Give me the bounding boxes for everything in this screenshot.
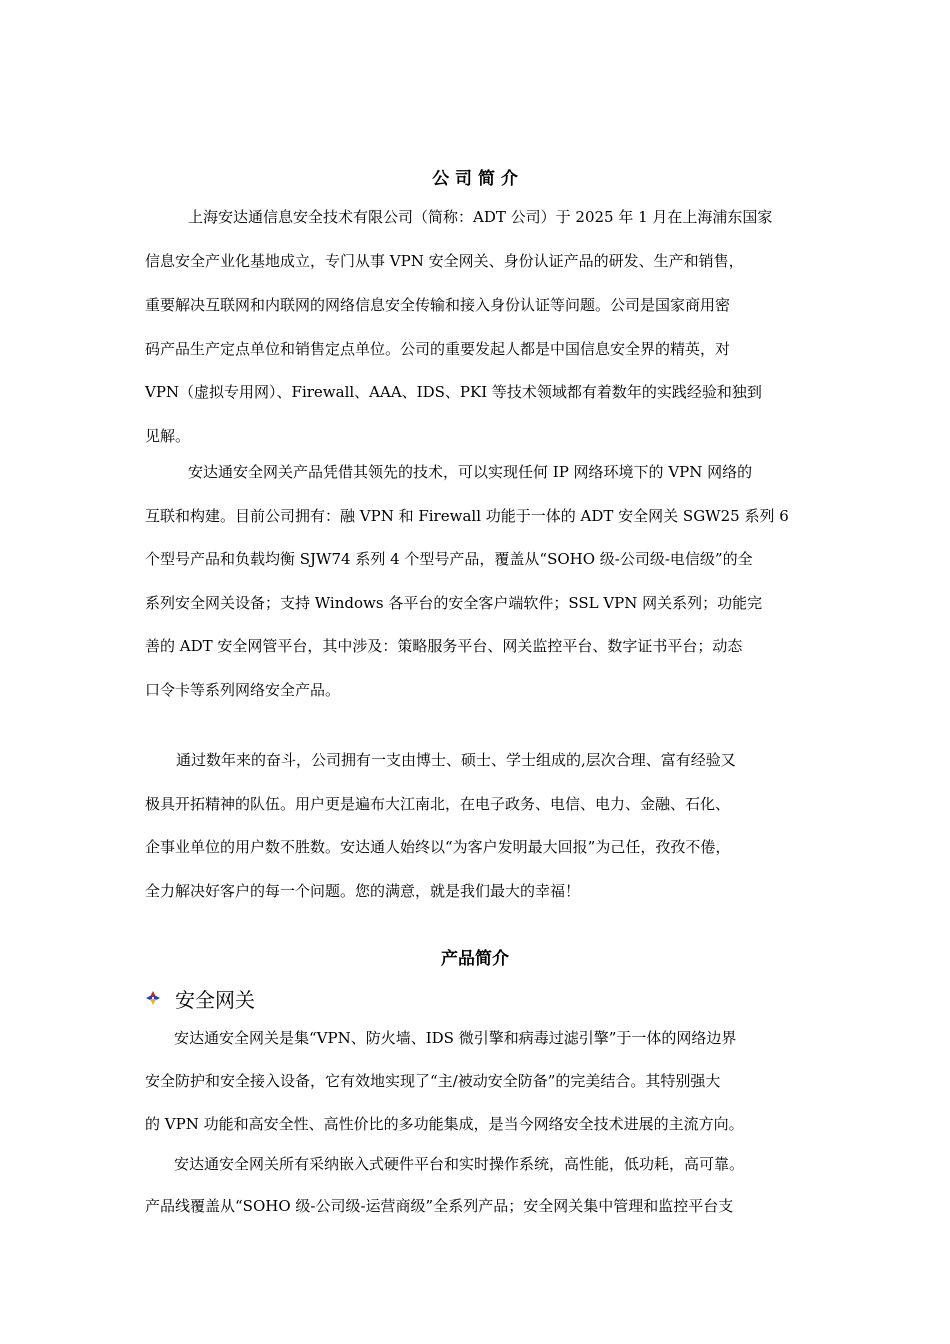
gateway-p1-line: 的 VPN 功能和高安全性、高性价比的多功能集成，是当今网络安全技术进展的主流方向。 — [145, 1115, 744, 1133]
company-p1-line: 重要解决互联网和内联网的网络信息安全传输和接入身份认证等问题。公司是国家商用密 — [145, 296, 731, 314]
company-p3-line: 全力解决好客户的每一个问题。您的满意，就是我们最大的幸福！ — [145, 882, 581, 900]
company-p1-line: 码产品生产定点单位和销售定点单位。公司的重要发起人都是中国信息安全界的精英，对 — [145, 340, 731, 358]
products-heading: 产品简介 — [441, 949, 509, 969]
company-p3-line: 企事业单位的用户数不胜数。安达通人始终以“为客户发明最大回报”为己任，孜孜不倦， — [145, 838, 731, 856]
gateway-p1-line: 安达通安全网关是集“VPN、防火墙、IDS 微引擎和病毒过滤引擎”于一体的网络边界 — [174, 1029, 737, 1047]
gateway-section-title — [145, 984, 255, 1012]
company-p2-line: 口令卡等系列网络安全产品。 — [145, 681, 341, 699]
gateway-p2-line: 产品线覆盖从“SOHO 级-公司级-运营商级”全系列产品；安全网关集中管理和监控平台支 — [145, 1197, 734, 1215]
company-p2-line: 个型号产品和负载均衡 SJW74 系列 4 个型号产品，覆盖从“SOHO 级-公司级-电信级”的全 — [145, 550, 753, 568]
gateway-p1-line: 安全防护和安全接入设备，它有效地实现了“主/被动安全防备”的完美结合。其特别强大 — [145, 1072, 721, 1090]
company-p2-line: 系列安全网关设备；支持 Windows 各平台的安全客户端软件；SSL VPN 网关系列；功能完 — [145, 594, 763, 612]
company-p3-line: 通过数年来的奋斗，公司拥有一支由博士、硕士、学士组成的,层次合理、富有经验又 — [176, 751, 736, 769]
company-p3-line: 极具开拓精神的队伍。用户更是遍布大江南北，在电子政务、电信、电力、金融、石化、 — [145, 795, 731, 813]
company-p1-line: 信息安全产业化基地成立，专门从事 VPN 安全网关、身份认证产品的研发、生产和销售， — [145, 252, 744, 270]
company-p1-line: 上海安达通信息安全技术有限公司（简称：ADT 公司）于 2025 年 1 月在上海浦东国家 — [188, 208, 773, 226]
company-p2-line: 善的 ADT 安全网管平台，其中涉及：策略服务平台、网关监控平台、数字证书平台；动态 — [145, 637, 743, 655]
company-p2-line: 互联和构建。目前公司拥有：融 VPN 和 Firewall 功能于一体的 ADT 安全网关 SGW25 系列 6 — [145, 507, 789, 525]
gateway-title: 安全网关 — [175, 987, 255, 1012]
arrow-bullet-icon — [145, 990, 161, 1006]
company-p1-line: VPN（虚拟专用网）、Firewall、AAA、IDS、PKI 等技术领域都有着数年的实践经验和独到 — [145, 383, 762, 401]
gateway-p2-line: 安达通安全网关所有采纳嵌入式硬件平台和实时操作系统，高性能，低功耗，高可靠。 — [174, 1155, 745, 1173]
company-p1-line: 见解。 — [145, 427, 191, 445]
company-heading: 公 司 简 介 — [432, 169, 518, 189]
company-p2-line: 安达通安全网关产品凭借其领先的技术，可以实现任何 IP 网络环境下的 VPN 网络的 — [188, 463, 753, 481]
